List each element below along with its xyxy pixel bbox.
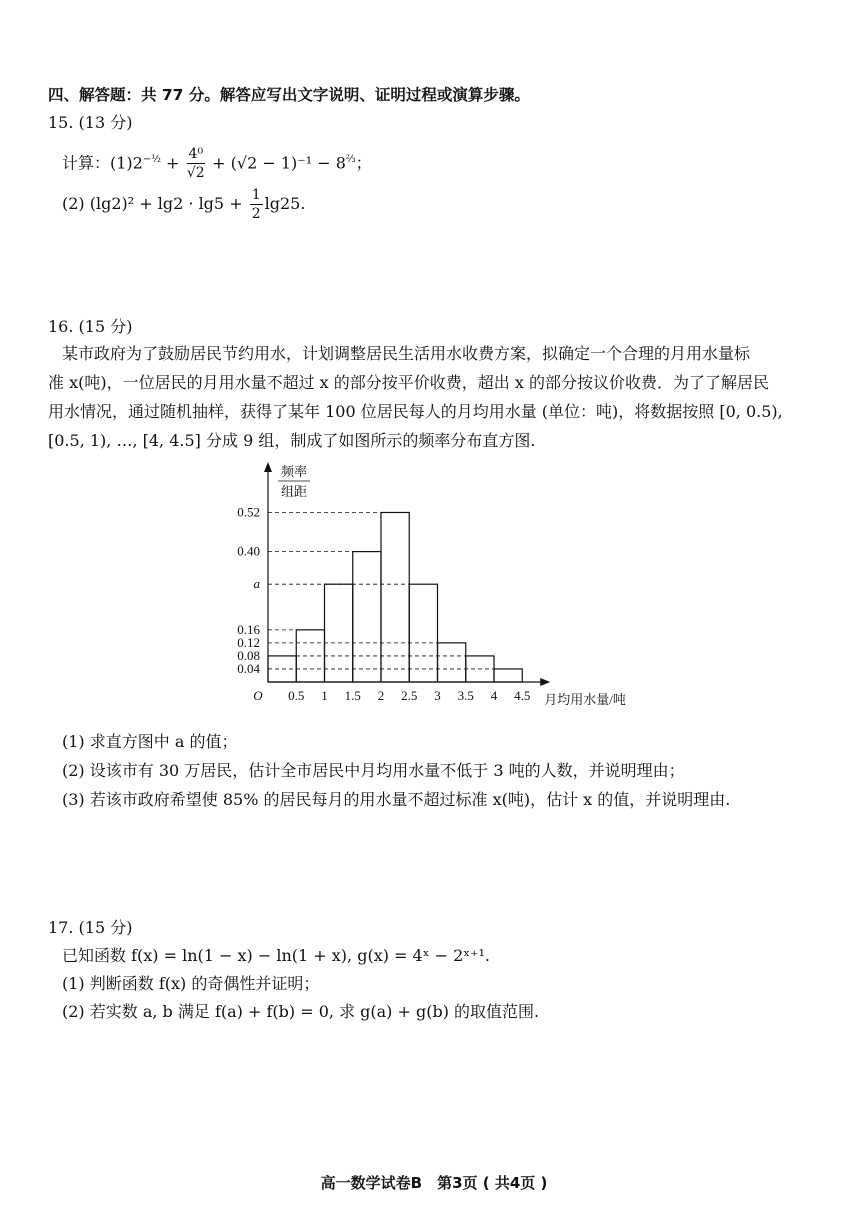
x-tick-label: 3.5 — [457, 688, 474, 703]
q15-part2-prefix: (2) (lg2)² + lg2 · lg5 + — [62, 194, 248, 213]
section-heading: 四、解答题：共 77 分。解答应写出文字说明、证明过程或演算步骤。 — [48, 86, 530, 104]
q15-part2-frac-den: 2 — [251, 206, 261, 222]
y-tick-label: 0.52 — [237, 504, 260, 520]
q16-line4: [0.5, 1), …, [4, 4.5] 分成 9 组，制成了如图所示的频率分布直方图. — [48, 431, 536, 450]
x-tick-label: 1 — [321, 688, 328, 703]
q15-part2-frac-num: 1 — [251, 187, 261, 203]
q16-heading: 16. (15 分) — [48, 317, 133, 336]
q15-part2-suffix: lg25. — [264, 194, 306, 213]
q15-fraction — [187, 145, 206, 182]
q15-part1-exp: −½ — [142, 154, 161, 165]
q15-frac-den: √2 — [186, 165, 205, 182]
q15-part1 — [62, 138, 372, 182]
origin-label: O — [253, 688, 263, 703]
q15-part1-prefix: 计算：(1)2 — [62, 153, 143, 173]
x-axis-arrow — [540, 678, 550, 686]
q15-heading: 15. (13 分) — [48, 113, 133, 132]
histogram-bar — [381, 512, 409, 682]
q17-sub2: (2) 若实数 a, b 满足 f(a) + f(b) = 0, 求 g(a) + g(b) 的取值范围. — [62, 1002, 540, 1021]
y-axis-label-bottom: 组距 — [280, 484, 308, 499]
q17-heading: 17. (15 分) — [48, 918, 133, 937]
histogram-bar — [325, 584, 353, 682]
q17-line1: 已知函数 f(x) = ln(1 − x) − ln(1 + x), g(x) = 4ˣ − 2ˣ⁺¹. — [62, 946, 490, 965]
y-tick-label: 0.12 — [237, 634, 260, 650]
q15-part1-exp2: ⅔ — [345, 154, 356, 165]
q16-sub1: (1) 求直方图中 a 的值； — [62, 732, 238, 751]
histogram-bar — [438, 643, 466, 682]
page-footer: 高一数学试卷B 第3页 ( 共4页 ) — [320, 1174, 548, 1192]
histogram-bar — [353, 552, 381, 682]
q15-part1-plus: + — [166, 153, 180, 173]
y-tick-label: 0.08 — [237, 647, 260, 663]
q15-part2 — [62, 182, 305, 226]
q17-sub1: (1) 判断函数 f(x) 的奇偶性并证明； — [62, 974, 320, 993]
x-tick-label: 3 — [434, 688, 441, 703]
x-tick-label: 1.5 — [344, 688, 361, 703]
x-tick-label: 2 — [377, 688, 385, 703]
x-tick-label: 2.5 — [401, 688, 418, 703]
histogram-bars — [268, 512, 522, 682]
histogram-bar — [494, 669, 522, 682]
x-tick-label: 0.5 — [288, 688, 305, 703]
y-tick-label: 0.04 — [237, 660, 260, 676]
y-tick-label: 0.40 — [237, 543, 260, 559]
q15-frac-num: 4⁰ — [188, 146, 204, 163]
y-axis-label-top: 频率 — [280, 464, 308, 479]
histogram-bar — [409, 584, 437, 682]
q16-line3: 用水情况，通过随机抽样，获得了某年 100 位居民每人的月均用水量 (单位：吨)，将数据按照 [0, 0.5), — [48, 402, 783, 421]
histogram-labels — [237, 464, 626, 707]
q15-part2-fraction — [250, 186, 263, 223]
y-tick-label: a — [253, 576, 260, 592]
q16-sub2: (2) 设该市有 30 万居民，估计全市居民中月均用水量不低于 3 吨的人数，并说明理由； — [62, 761, 685, 780]
q16-sub3: (3) 若该市政府希望使 85% 的居民每月的用水量不超过标准 x(吨)，估计 x 的值，并说明理由. — [62, 790, 731, 809]
x-tick-label: 4 — [490, 688, 498, 703]
y-tick-label: 0.16 — [237, 621, 260, 637]
q16-line2: 准 x(吨)，一位居民的月用水量不超过 x 的部分按平价收费，超出 x 的部分按议价收费．为了了解居民 — [48, 373, 769, 392]
q16-line1: 某市政府为了鼓励居民节约用水，计划调整居民生活用水收费方案，拟确定一个合理的月用水量标 — [62, 344, 751, 363]
y-axis-arrow — [264, 462, 272, 472]
x-axis-label: 月均用水量/吨 — [544, 692, 626, 707]
q15-part1-end: ； — [355, 153, 372, 173]
x-tick-label: 4.5 — [514, 688, 531, 703]
q15-part1-rest: + (√2 − 1)⁻¹ − 8 — [212, 153, 346, 173]
histogram-chart — [220, 460, 650, 715]
